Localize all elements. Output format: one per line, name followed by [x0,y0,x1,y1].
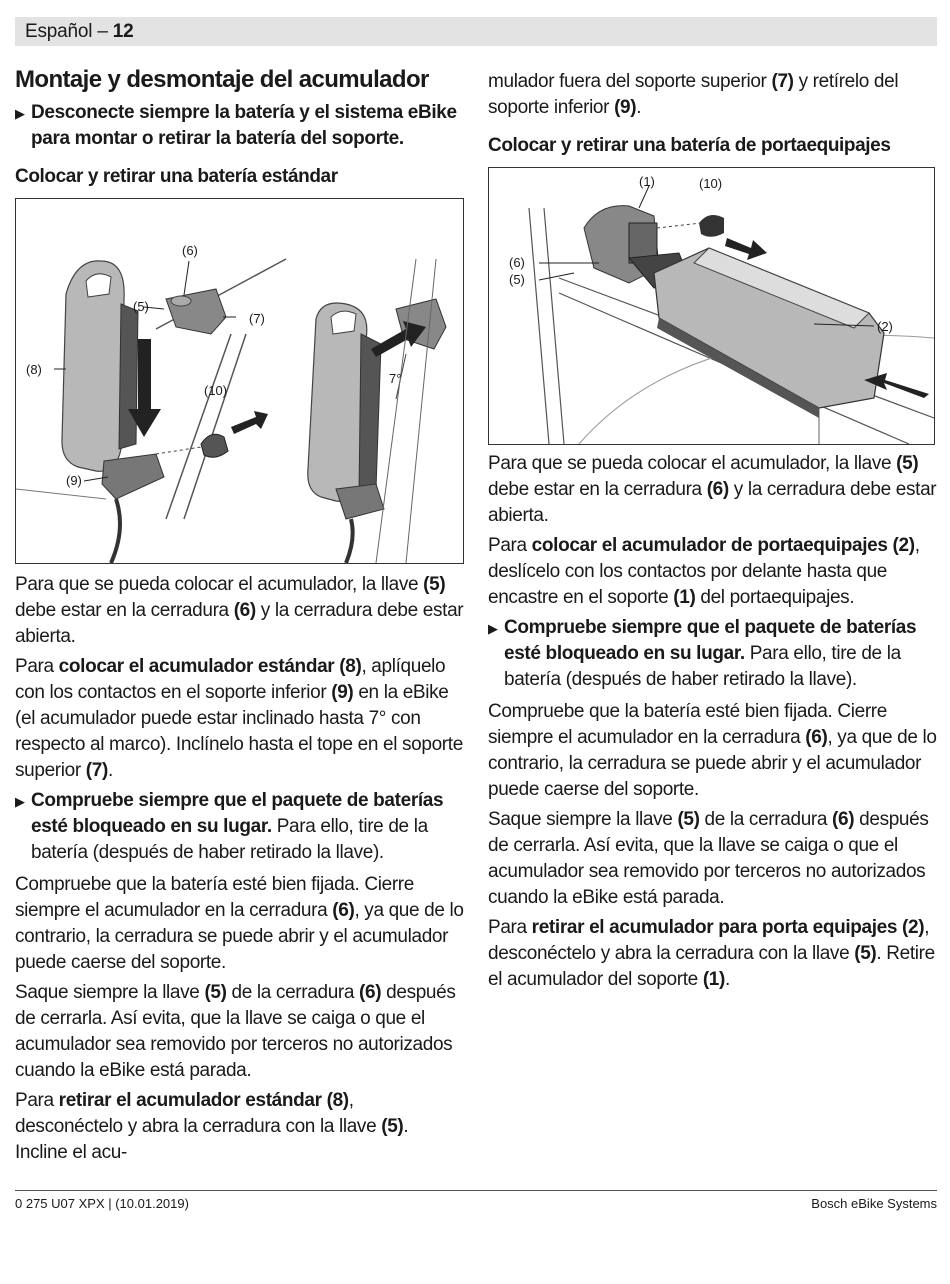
right-paragraph-0: mulador fuera del soporte superior (7) y retírelo del soporte inferior (9). [488,71,899,118]
right-column [488,69,938,997]
header-text [25,21,134,43]
left-paragraph-4: Saque siempre la llave (5) de la cerradura (6) después de cerrarla. Así evita, que la llave se caiga o que el acumulador sea removido por terceros no autorizados cuando la eBike está parada. [15,982,456,1081]
left-bullet-check: ▶ Compruebe siempre que el paquete de baterías esté bloqueado en su lugar. Para ello, tire de la batería (después de haber retirado la llave). [15,790,444,863]
header-language: Español – [25,21,113,42]
page-header [15,17,937,46]
callout-10: (10) [699,176,723,191]
right-paragraph-5: Para retirar el acumulador para porta equipajes (2), desconéctelo y abra la cerradura con la llave (5). Retire el acumulador del soporte (1). [488,917,935,990]
callout-2: (2) [877,319,893,334]
right-paragraph-2: Para colocar el acumulador de portaequipajes (2), deslícelo con los contactos por delante hasta que encastre en el soporte (1) del portaequipajes. [488,535,920,608]
figure-rack-battery [488,167,935,445]
footer-brand: Bosch eBike Systems [811,1196,937,1211]
left-paragraph-5: Para retirar el acumulador estándar (8), desconéctelo y abra la cerradura con la llave (5). Incline el acu- [15,1090,409,1163]
page-number: 12 [112,21,134,42]
subtitle-standard-battery: Colocar y retirar una batería estándar [15,166,338,187]
callout-6: (6) [509,255,525,270]
bullet-triangle-icon: ▶ [15,794,25,809]
left-paragraph-1: Para que se pueda colocar el acumulador, la llave (5) debe estar en la cerradura (6) y la cerradura debe estar abierta. [15,574,464,647]
rack-battery-illustration [489,168,934,444]
bullet-triangle-icon: ▶ [488,621,498,636]
subtitle-rack-battery: Colocar y retirar una batería de portaequipajes [488,135,891,156]
bullet-triangle-icon: ▶ [15,106,25,121]
callout-1: (1) [639,174,655,189]
right-bullet-check: ▶ Compruebe siempre que el paquete de baterías esté bloqueado en su lugar. Para ello, tire de la batería (después de haber retirado la llave). [488,617,917,690]
callout-angle: 7° [389,371,402,386]
left-paragraph-3: Compruebe que la batería esté bien fijada. Cierre siempre el acumulador en la cerradura (6), ya que de lo contrario, la cerradura se puede abrir y el acumulador puede caerse del soporte. [15,874,464,973]
left-paragraph-2: Para colocar el acumulador estándar (8), aplíquelo con los contactos en el soporte inferior (9) en la eBike (el acumulador puede estar inclinado hasta 7° con respecto al marco). Inclínelo hasta el tope en el soporte superior (7). [15,656,463,781]
warning-text: Desconecte siempre la batería y el sistema eBike para montar o retirar la batería del soporte. [31,102,457,149]
figure-standard-battery [15,198,464,564]
section-title: Montaje y desmontaje del acumulador [15,66,429,93]
callout-7: (7) [249,311,265,326]
warning-bullet [15,100,465,152]
callout-10: (10) [204,383,228,398]
callout-5: (5) [509,272,525,287]
right-paragraph-3: Compruebe que la batería esté bien fijada. Cierre siempre el acumulador en la cerradura (6), ya que de lo contrario, la cerradura se puede abrir y el acumulador puede caerse del soporte. [488,701,937,800]
right-paragraph-1: Para que se pueda colocar el acumulador, la llave (5) debe estar en la cerradura (6) y la cerradura debe estar abierta. [488,453,937,526]
callout-5: (5) [133,299,149,314]
callout-9: (9) [66,473,82,488]
footer-doc-id: 0 275 U07 XPX | (10.01.2019) [15,1196,189,1211]
right-paragraph-4: Saque siempre la llave (5) de la cerradura (6) después de cerrarla. Así evita, que la llave se caiga o que el acumulador sea removido por terceros no autorizados cuando la eBike está parada. [488,809,929,908]
callout-8: (8) [26,362,42,377]
footer-divider [15,1190,937,1191]
callout-6: (6) [182,243,198,258]
left-column [15,66,465,1170]
